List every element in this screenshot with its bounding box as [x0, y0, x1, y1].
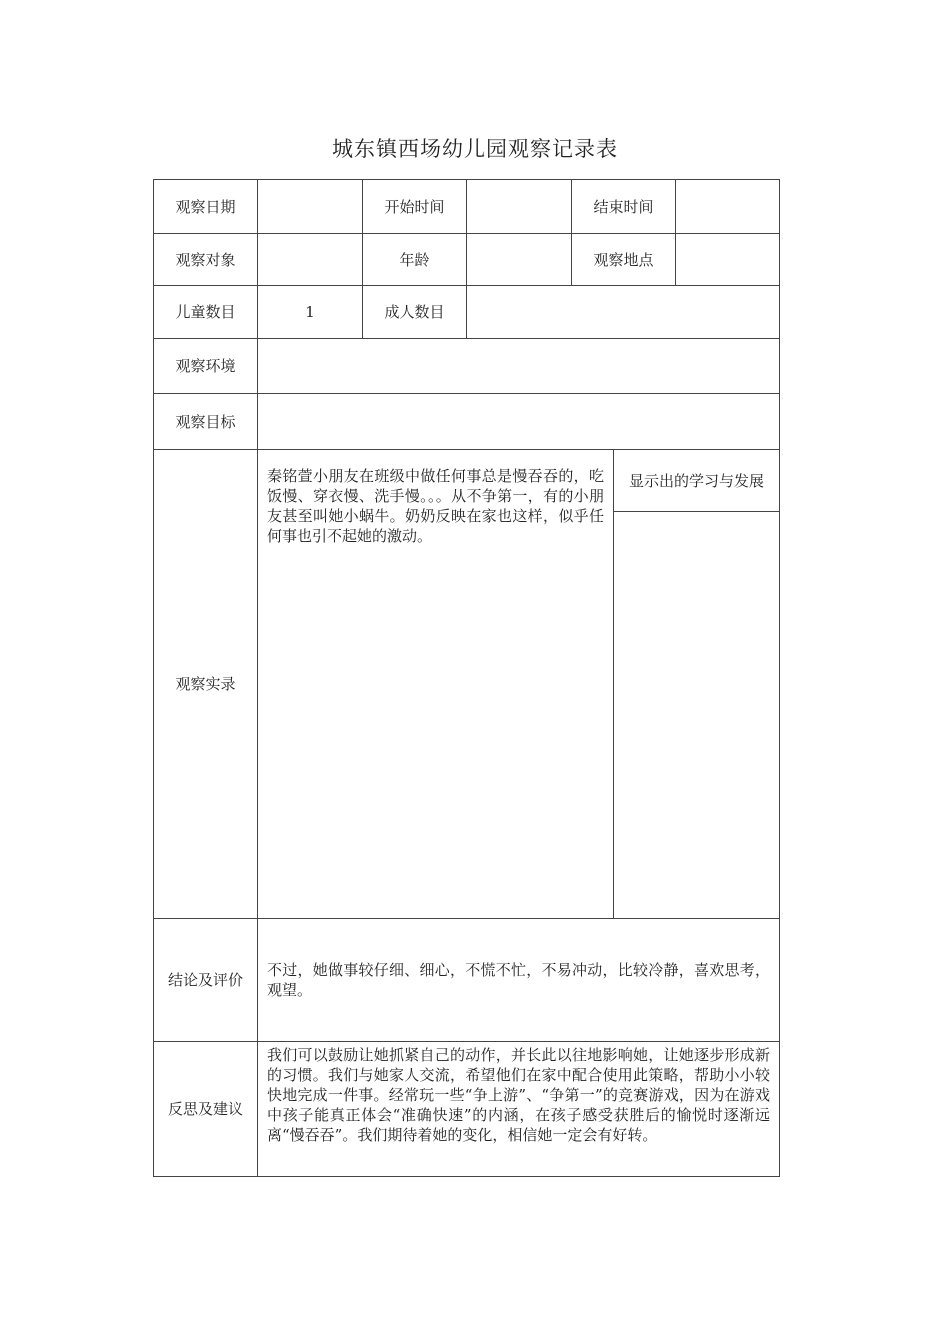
label-conclusion: 结论及评价	[153, 918, 258, 1042]
value-record[interactable]: 秦铭萱小朋友在班级中做任何事总是慢吞吞的，吃饭慢、穿衣慢、洗手慢。。。从不争第一，有的小朋友甚至叫她小蜗牛。奶奶反映在家也这样，似乎任何事也引不起她的激动。	[257, 449, 614, 919]
label-learning: 显示出的学习与发展	[613, 449, 780, 512]
label-date: 观察日期	[153, 179, 258, 234]
value-learning[interactable]	[613, 511, 780, 919]
value-environment[interactable]	[257, 338, 780, 394]
label-record: 观察实录	[153, 449, 258, 919]
value-subject[interactable]	[257, 233, 363, 286]
value-conclusion[interactable]: 不过，她做事较仔细、细心，不慌不忙，不易冲动，比较冷静，喜欢思考，观望。	[257, 918, 780, 1042]
label-environment: 观察环境	[153, 338, 258, 394]
value-reflection[interactable]: 我们可以鼓励让她抓紧自己的动作，并长此以往地影响她，让她逐步形成新的习惯。我们与她家人交流，希望他们在家中配合使用此策略，帮助小小较快地完成一件事。经常玩一些“争上游”、“争第一”的竞赛游戏，因为在游戏中孩子能真正体会“准确快速”的内涵，在孩子感受获胜后的愉悦时逐渐远离“慢吞吞”。我们期待着她的变化，相信她一定会有好转。	[257, 1041, 780, 1177]
value-age[interactable]	[466, 233, 572, 286]
value-children-count[interactable]: 1	[257, 285, 363, 339]
label-children-count: 儿童数目	[153, 285, 258, 339]
label-location: 观察地点	[571, 233, 676, 286]
label-subject: 观察对象	[153, 233, 258, 286]
value-end-time[interactable]	[675, 179, 780, 234]
value-date[interactable]	[257, 179, 363, 234]
page-title: 城东镇西场幼儿园观察记录表	[332, 137, 618, 161]
value-location[interactable]	[675, 233, 780, 286]
label-goal: 观察目标	[153, 393, 258, 450]
label-reflection: 反思及建议	[153, 1041, 258, 1177]
value-start-time[interactable]	[466, 179, 572, 234]
label-start-time: 开始时间	[362, 179, 467, 234]
value-goal[interactable]	[257, 393, 780, 450]
label-adults-count: 成人数目	[362, 285, 467, 339]
label-end-time: 结束时间	[571, 179, 676, 234]
label-age: 年龄	[362, 233, 467, 286]
value-adults-count[interactable]	[466, 285, 780, 339]
